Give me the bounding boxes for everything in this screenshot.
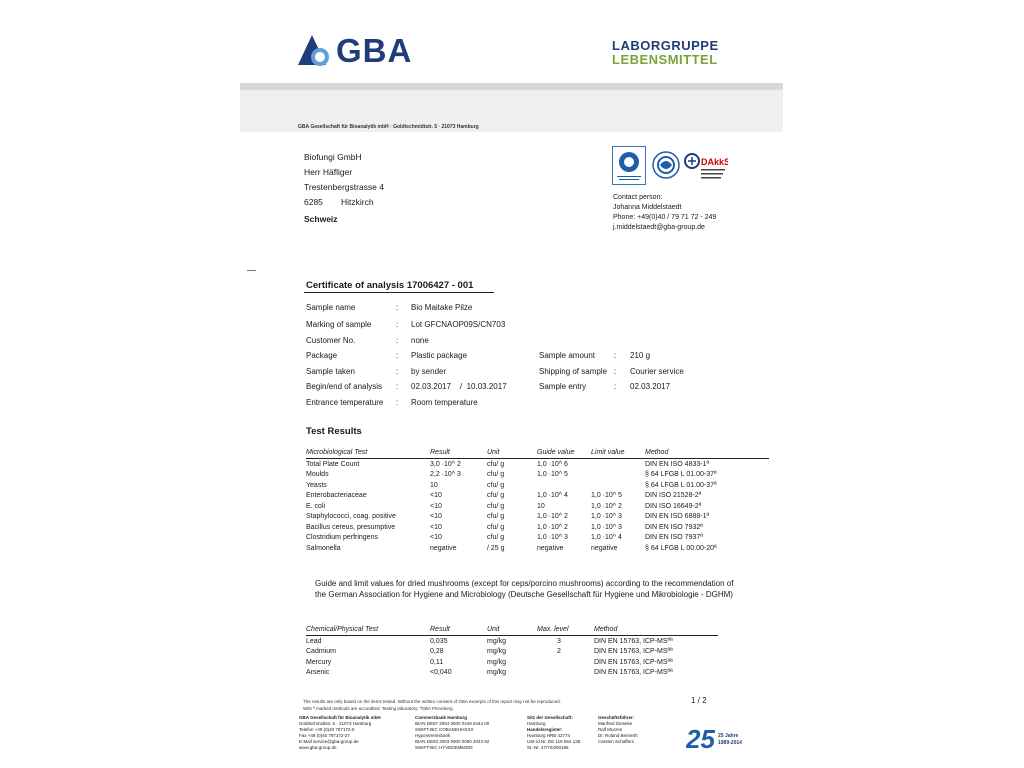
table-cell: 1,0 ·10^ 2 [537,523,568,531]
field-separator: : [396,398,399,407]
table-cell: 2 [557,648,561,656]
table-cell: cfu/ g [487,513,505,521]
table-cell: cfu/ g [487,471,505,479]
footer-company-column [299,715,381,751]
anniversary-years: 1989-2014 [718,740,742,746]
field-value: 02.03.2017 / 10.03.2017 [411,382,507,391]
table-cell: Bacillus cereus, presumptive [306,523,396,531]
table-cell [591,480,645,491]
table-cell: cfu/ g [487,460,505,468]
table-row [306,501,769,512]
field-value: Plastic package [411,351,468,360]
table-cell: Mercury [306,658,332,666]
table-cell: 1,0 ·10^ 4 [591,534,622,542]
table-row [306,512,769,523]
table-cell: DIN EN 15763, ICP-MSªª [594,648,673,656]
contact-phone: Phone: +49(0)40 / 79 71 72 - 249 [613,214,717,221]
table-cell: DIN EN 15763, ICP-MSªª [594,658,673,666]
chemical-table [306,624,718,678]
table-cell: Salmonella [306,544,341,552]
footer-line: Ralf Murzen [598,727,623,732]
table-cell: DIN EN ISO 6888-1ª [645,513,710,521]
field-label: Sample name [306,303,356,312]
table-header-row [306,447,769,459]
certificate-underline [304,292,494,293]
footer-line: St.-Nr. 47/723/00196 [527,745,569,750]
table-row [306,470,769,481]
column-header: Microbiological Test [306,447,430,459]
table-cell: 10 [537,502,545,510]
table-cell: mg/kg [487,648,507,656]
page-number: 1 / 2 [691,696,707,705]
header-band-accent [240,83,783,90]
lab-group-line2: LEBENSMITTEL [612,52,718,67]
table-row [306,668,718,679]
table-cell: 3,0 ·10^ 2 [430,460,461,468]
address-country: Schweiz [304,214,338,224]
field-value: none [411,336,429,345]
field-label: Marking of sample [306,320,372,329]
field-separator: : [396,336,399,345]
contact-email: j.middelstaedt@gba-group.de [613,224,705,231]
table-cell: 1,0 ·10^ 3 [591,523,622,531]
table-cell: 1,0 ·10^ 5 [537,471,568,479]
footer-line: Goldtschmidtstr. 5 · 21073 Hamburg [299,721,372,726]
table-cell: DIN EN 15763, ICP-MSªª [594,637,673,645]
table-cell: Lead [306,637,322,645]
gba-triangle-icon [298,35,334,67]
footer-bank-column [415,715,489,751]
table-cell: 0,035 [430,637,448,645]
table-cell: § 64 LFGB L 01.00-37ª [645,481,717,489]
column-header: Result [430,447,487,459]
column-header: Unit [487,447,537,459]
column-header: Result [430,624,487,636]
table-row [306,522,769,533]
address-street: Trestenbergstrasse 4 [304,182,384,192]
table-cell: 1,0 ·10^ 2 [591,502,622,510]
address-city: Hitzkirch [341,197,374,207]
table-cell: <10 [430,492,442,500]
address-company: Biofungi GmbH [304,152,362,162]
table-cell: mg/kg [487,637,507,645]
svg-text:25: 25 [686,724,715,752]
recipient-address [304,150,384,227]
footer-line: Commerzbank Hamburg [415,715,468,720]
lab-group-line1: LABORGRUPPE [612,38,719,53]
table-cell: DIN ISO 21528-2ª [645,492,702,500]
brand-name: GBA [336,32,413,69]
field-separator: : [396,382,399,391]
table-cell: Arsenic [306,669,330,677]
field-separator: : [614,351,617,360]
table-row [306,491,769,502]
guide-values-note: Guide and limit values for dried mushrooms (except for ceps/porcino mushrooms) according to the recommendation of the German Association for Hygiene and Microbiology (Deutsche Gesellschaft für Hygiene und Mikrobiologie - DGHM) [315,579,734,599]
table-cell [591,459,645,470]
table-row [306,533,769,544]
table-cell: Moulds [306,471,329,479]
field-label: Shipping of sample [539,367,608,376]
table-cell: 0,11 [430,658,444,666]
table-row [306,647,718,658]
table-cell: 1,0 ·10^ 6 [537,460,568,468]
table-cell: negative [537,544,564,552]
column-header: Method [645,447,769,459]
field-label: Package [306,351,338,360]
footer-line: Carsten Schaffers [598,739,634,744]
field-separator: : [614,382,617,391]
contact-block [613,193,716,233]
table-cell: § 64 LFGB L 01.00-37ª [645,471,717,479]
footer-line: www.gba-group.de [299,745,337,750]
table-cell: <10 [430,513,442,521]
anniversary-icon [686,724,716,752]
footer-line: GBA Gesellschaft für Bioanalytik mbH [299,715,381,720]
table-cell: DIN EN ISO 7932ª [645,523,703,531]
table-cell: Enterobacteriaceae [306,492,367,500]
field-label: Sample entry [539,382,587,391]
table-cell [537,480,591,491]
table-row [306,543,769,554]
field-value: 210 g [630,351,651,360]
table-cell: negative [591,544,618,552]
footer-line: Handelsregister: [527,727,563,732]
footer-line: E-Mail service@gba-group.de [299,739,359,744]
field-value: Lot GFCNAOP09S/CN703 [411,320,506,329]
table-cell: Total Plate Count [306,460,360,468]
table-cell: cfu/ g [487,534,505,542]
accredited-note: With ª marked methods are accredited. Testing laboratory: ªGBA Pinneberg [303,706,453,711]
contact-label: Contact person: [613,194,663,201]
table-row [306,480,769,491]
field-value: by sender [411,367,447,376]
gba-seal-icon [612,146,646,185]
table-cell: Cadmium [306,648,336,656]
table-cell: 0,28 [430,648,444,656]
footer-line: SWIFT-BIC HYVEDEMM300 [415,745,473,750]
column-header: Guide value [537,447,591,459]
table-row [306,636,718,647]
field-separator: : [396,351,399,360]
test-results-title: Test Results [306,426,362,437]
table-cell: negative [430,544,457,552]
column-header: Limit value [591,447,645,459]
footer-line: Manfred Gieseke [598,721,633,726]
table-cell: <10 [430,523,442,531]
column-header: Unit [487,624,537,636]
accreditation-seal-icon [652,151,680,179]
footer-line: SWIFT-BIC COBADEHHXXX [415,727,474,732]
gba-logo [298,33,413,69]
table-cell: cfu/ g [487,502,505,510]
table-cell: Yeasts [306,481,327,489]
footer-line: IBAN DE67 2004 0000 0449 6444 00 [415,721,490,726]
svg-text:DAkkS: DAkkS [701,157,728,167]
anniversary-badge [686,724,744,752]
footer-management-column [598,715,638,745]
footer-line: Sitz der Gesellschaft: [527,715,573,720]
footer-line: Geschäftsführer: [598,715,635,720]
table-cell: cfu/ g [487,481,505,489]
dakks-logo-icon [684,151,728,181]
table-row [306,657,718,668]
field-value: Bio Maitake Pilze [411,303,473,312]
table-cell: Staphylococci, coag. positive [306,513,396,521]
field-label: Sample amount [539,351,596,360]
footer-line: HypoVereinsbank [415,733,451,738]
table-cell: 3 [557,637,561,645]
table-cell: 1,0 ·10^ 2 [537,513,568,521]
field-separator: : [396,303,399,312]
field-value: Room temperature [411,398,478,407]
contact-name: Johanna Middelstaedt [613,204,682,211]
table-cell [537,668,594,679]
footer-disclaimer [303,698,561,712]
footer-line: Hamburg HRB 42774 [527,733,571,738]
address-zip-city [304,195,384,210]
table-cell: DIN EN ISO 7937ª [645,534,703,542]
table-cell [537,657,594,668]
table-cell: 2,2 ·10^ 3 [430,471,461,479]
table-cell: Clostridium perfringens [306,534,378,542]
field-label: Begin/end of analysis [306,382,383,391]
table-cell: 1,0 ·10^ 3 [537,534,568,542]
table-cell: 10 [430,481,438,489]
table-cell: <0,040 [430,669,452,677]
certificate-title: Certificate of analysis 17006427 - 001 [306,280,474,291]
footer-line: Fax +49 (0)40 797172-27 [299,733,350,738]
lab-group-label [612,39,719,67]
field-value: 02.03.2017 [630,382,671,391]
field-label: Sample taken [306,367,355,376]
table-cell: 1,0 ·10^ 4 [537,492,568,500]
table-cell: 1,0 ·10^ 3 [591,513,622,521]
table-cell: DIN EN 15763, ICP-MSªª [594,669,673,677]
field-separator: : [396,320,399,329]
microbiological-table [306,447,769,554]
column-header: Max. level [537,624,594,636]
table-cell: mg/kg [487,658,507,666]
table-cell: / 25 g [487,544,505,552]
field-value: Courier service [630,367,684,376]
address-person: Herr Häfliger [304,167,353,177]
footer-line: Dr. Roland Bernerth [598,733,638,738]
column-header: Method [594,624,718,636]
table-cell: DIN EN ISO 4833-1ª [645,460,710,468]
table-cell: cfu/ g [487,492,505,500]
table-cell: § 64 LFGB L 00.00-20ª [645,544,717,552]
table-cell: 1,0 ·10^ 5 [591,492,622,500]
footer-line: Telefon +49 (0)40 797172-0 [299,727,355,732]
field-separator: : [396,367,399,376]
fold-mark [247,270,256,271]
disclaimer-text: The results are only based on the items tested. Without the written consent of GBA excerpts of this report may not be reproduced. [303,699,561,704]
sender-line: GBA Gesellschaft für Bioanalytik mbH · Goldtschmidtstr. 5 · 21073 Hamburg [298,124,479,130]
table-cell: mg/kg [487,669,507,677]
footer-line: IBAN DE83 2003 0000 0050 4043 92 [415,739,490,744]
footer-line: USt-Id.Nr. DE 118 554 138 [527,739,581,744]
table-cell: cfu/ g [487,523,505,531]
table-cell: DIN ISO 16649-2ª [645,502,702,510]
table-cell: E. coli [306,502,326,510]
footer-line: Hamburg [527,721,546,726]
field-separator: : [614,367,617,376]
table-header-row [306,624,718,636]
field-label: Entrance temperature [306,398,384,407]
anniversary-label: 25 Jahre [718,733,739,739]
column-header: Chemical/Physical Test [306,624,430,636]
table-cell [591,470,645,481]
footer-registry-column [527,715,580,751]
table-cell: <10 [430,502,442,510]
table-row [306,459,769,470]
address-zip: 6285 [304,197,323,207]
field-label: Customer No. [306,336,356,345]
table-cell: <10 [430,534,442,542]
